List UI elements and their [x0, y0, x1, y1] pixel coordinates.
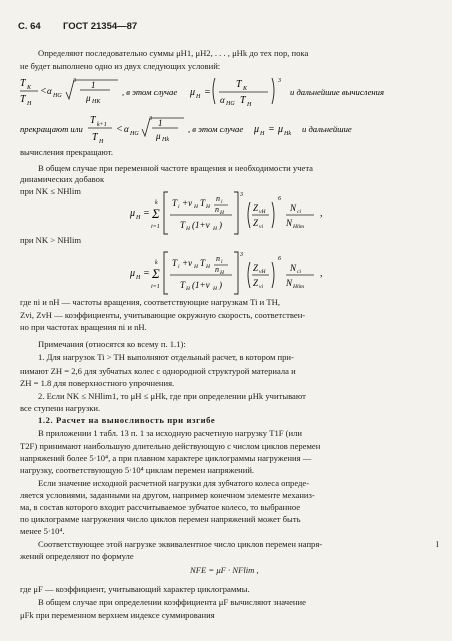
svg-text:i=1: i=1 — [151, 224, 160, 230]
svg-text:i: i — [221, 259, 223, 265]
svg-text:α: α — [220, 95, 225, 105]
where-line2: Zvi, ZvH — коэффициенты, учитывающие окружную скорость, соответствен- — [20, 310, 306, 320]
svg-text:T: T — [20, 78, 26, 89]
svg-text:k: k — [155, 260, 158, 266]
para2-line1: В общем случае при переменной частоте вращения и необходимости учета — [38, 163, 313, 173]
svg-text:3: 3 — [278, 78, 281, 84]
svg-text:H: H — [220, 210, 224, 216]
case1-label: при NK ≤ NHlim — [20, 186, 81, 196]
section-line6: ляется условиями, заданными на другом, например конечном элементе механиз- — [20, 490, 315, 500]
svg-text:α: α — [124, 124, 129, 134]
svg-text:(1+ν: (1+ν — [192, 220, 210, 230]
svg-text:ci: ci — [297, 209, 301, 215]
svg-text:3: 3 — [240, 192, 243, 198]
svg-text:=: = — [143, 208, 150, 219]
svg-text:T: T — [20, 94, 26, 105]
condition2-head-text: прекращают или — [20, 124, 83, 134]
svg-text:H: H — [186, 226, 190, 232]
page-number: С. 64 — [18, 21, 41, 32]
svg-text:H: H — [186, 286, 190, 292]
svg-text:Σ: Σ — [152, 266, 160, 281]
svg-text:H: H — [206, 264, 210, 270]
svg-text:6: 6 — [278, 256, 281, 262]
svg-text:vH: vH — [259, 269, 266, 275]
svg-text:H: H — [99, 139, 104, 145]
svg-text:H: H — [194, 204, 198, 210]
para1-line2: не будет выполнено одно из двух следующих условий: — [20, 61, 221, 71]
note-line4: 2. Если NK ≤ NHlim1, то μH ≤ μHk, где при определении μHk учитывают — [38, 391, 306, 401]
where-line3: но при частотах вращения ni и nH. — [20, 322, 147, 332]
svg-text:N: N — [290, 203, 297, 213]
svg-text:): ) — [219, 280, 222, 290]
svg-text:μ: μ — [254, 124, 260, 135]
svg-text:n: n — [216, 254, 220, 263]
svg-text:=: = — [204, 87, 211, 98]
svg-text:H: H — [213, 226, 217, 232]
svg-text:H: H — [206, 204, 210, 210]
svg-text:Z: Z — [253, 278, 259, 288]
section-line7: ма, в состав которого входит рассчитываемое зубчатое колесо, то выбранное — [20, 502, 301, 512]
svg-text:1: 1 — [158, 118, 163, 128]
svg-text:T: T — [92, 132, 98, 143]
svg-text:3: 3 — [149, 116, 152, 122]
svg-text:Hlim: Hlim — [293, 224, 304, 230]
section-line11: жений определяют по формуле — [20, 551, 134, 561]
svg-text:Z: Z — [253, 203, 259, 213]
svg-text:i: i — [178, 264, 180, 270]
svg-text:H: H — [194, 264, 198, 270]
svg-text:+ν: +ν — [182, 258, 193, 268]
para2-line2: динамических добавок — [20, 174, 105, 184]
svg-text:H: H — [136, 275, 141, 281]
svg-text:N: N — [286, 278, 293, 288]
svg-text:(1+ν: (1+ν — [192, 280, 210, 290]
svg-text:Σ: Σ — [152, 206, 160, 221]
svg-text:H: H — [247, 102, 252, 108]
svg-text:=: = — [268, 124, 275, 135]
svg-text:Z: Z — [253, 263, 259, 273]
tail-line1: где μF — коэффициент, учитывающий характер циклограммы. — [20, 584, 250, 594]
svg-text:HG: HG — [53, 93, 62, 99]
svg-text:i: i — [221, 199, 223, 205]
svg-text:T: T — [200, 258, 206, 268]
where-line1: где ni и nH — частоты вращения, соответствующие нагрузкам Ti и TH, — [20, 297, 280, 307]
nfe-formula: NFE = μF · NFlim , — [190, 565, 259, 575]
svg-text:T: T — [180, 280, 186, 290]
condition1-end-text: и дальнейшие вычисления — [290, 87, 384, 97]
note-line5: все ступени нагрузки. — [20, 403, 101, 413]
svg-text:μ: μ — [86, 93, 91, 103]
svg-text:vi: vi — [259, 284, 263, 290]
svg-text:T: T — [90, 115, 96, 126]
section-line1: В приложении 1 табл. 13 п. 1 за исходную расчетную нагрузку T1F (или — [38, 428, 303, 438]
svg-text:k: k — [155, 200, 158, 206]
notes-title: Примечания (относятся ко всему п. 1.1): — [38, 339, 186, 349]
condition2-text: , в этом случае — [188, 124, 244, 134]
condition2-end-text: и дальнейшие — [302, 124, 352, 134]
condition1-formula — [18, 74, 438, 114]
svg-text:+ν: +ν — [182, 198, 193, 208]
svg-text:,: , — [320, 208, 323, 219]
svg-text:T: T — [172, 258, 178, 268]
svg-text:HG: HG — [130, 131, 139, 137]
svg-text:,: , — [320, 268, 323, 279]
svg-text:HK: HK — [92, 99, 101, 105]
section-line10: Соответствующее этой нагрузке эквивалентное число циклов перемен напря- — [38, 539, 323, 549]
svg-text:H: H — [220, 270, 224, 276]
svg-text:Hk: Hk — [284, 131, 291, 137]
section-line2: T2F) принимают наибольшую длительно действующую с числом циклов перемен — [20, 441, 321, 451]
muH-formula-1 — [126, 186, 366, 240]
svg-text:α: α — [47, 86, 52, 96]
svg-text:<: < — [40, 86, 47, 97]
svg-text:HG: HG — [226, 101, 235, 107]
condition2-last-line: вычисления прекращают. — [20, 147, 113, 157]
note-line1: 1. Для нагрузок Ti > TH выполняют отдельный расчет, в котором при- — [38, 352, 294, 362]
svg-text:μ: μ — [156, 131, 161, 141]
svg-text:k+1: k+1 — [97, 122, 107, 128]
svg-text:n: n — [215, 205, 219, 214]
svg-text:Z: Z — [253, 218, 259, 228]
svg-text:N: N — [290, 263, 297, 273]
svg-text:μ: μ — [278, 124, 284, 135]
section-line4: нагрузку, соответствующую 5·10⁴ циклам перемен напряжений. — [20, 465, 255, 475]
svg-text:3: 3 — [73, 78, 76, 84]
svg-text:i: i — [178, 204, 180, 210]
muH-formula-2 — [126, 246, 366, 300]
tail-line2: В общем случае при определении коэффициента μF вычисляют значение — [38, 597, 306, 607]
svg-text:6: 6 — [278, 196, 281, 202]
svg-text:n: n — [216, 194, 220, 203]
section-line9: менее 5·10⁴. — [20, 526, 65, 536]
svg-text:vi: vi — [259, 224, 263, 230]
svg-text:H: H — [213, 286, 217, 292]
svg-text:H: H — [196, 94, 201, 100]
condition2-formula — [18, 112, 438, 146]
svg-text:1: 1 — [91, 80, 96, 90]
svg-text:<: < — [116, 124, 123, 135]
case2-label: при NK > NHlim — [20, 235, 82, 245]
svg-text:H: H — [260, 131, 265, 137]
section-title: 1.2. Расчет на выносливость при изгибе — [38, 415, 216, 425]
tail-line3: μFk при переменном верхнем индексе суммирования — [20, 610, 215, 620]
svg-text:K: K — [243, 86, 248, 92]
svg-text:i=1: i=1 — [151, 284, 160, 290]
section-line5: Если значение исходной расчетной нагрузки для зубчатого колеса опреде- — [38, 478, 310, 488]
condition1-text: , в этом случае — [122, 87, 178, 97]
para1-line1: Определяют последовательно суммы μH1, μH2, . . . , μHk до тех пор, пока — [38, 48, 309, 58]
section-line3: напряжений более 5·10⁴, а при плавном характере циклограммы нагружения — — [20, 453, 312, 463]
svg-text:K: K — [27, 85, 32, 91]
note-line2: нимают ZH = 2,6 для зубчатых колес с однородной структурой материала и — [20, 366, 296, 376]
svg-text:ci: ci — [297, 269, 301, 275]
svg-text:N: N — [286, 218, 293, 228]
svg-text:H: H — [136, 215, 141, 221]
svg-text:μ: μ — [130, 268, 136, 279]
svg-text:n: n — [215, 265, 219, 274]
standard-designation: ГОСТ 21354—87 — [63, 21, 138, 32]
section-line8: по циклограмме нагружения число циклов перемен напряжений может быть — [20, 514, 301, 524]
svg-text:3: 3 — [240, 252, 243, 258]
svg-text:vH: vH — [259, 209, 266, 215]
svg-text:T: T — [240, 95, 246, 106]
svg-text:μ: μ — [130, 208, 136, 219]
svg-text:=: = — [143, 268, 150, 279]
svg-text:μ: μ — [190, 87, 196, 98]
svg-text:T: T — [200, 198, 206, 208]
svg-text:Hlim: Hlim — [293, 284, 304, 290]
svg-text:Hk: Hk — [162, 137, 169, 143]
note-line3: ZH = 1.8 для поверхностного упрочнения. — [20, 378, 175, 388]
margin-mark: I — [436, 540, 439, 549]
svg-text:): ) — [219, 220, 222, 230]
svg-text:H: H — [27, 101, 32, 107]
svg-text:T: T — [172, 198, 178, 208]
svg-text:T: T — [236, 79, 242, 90]
svg-text:T: T — [180, 220, 186, 230]
